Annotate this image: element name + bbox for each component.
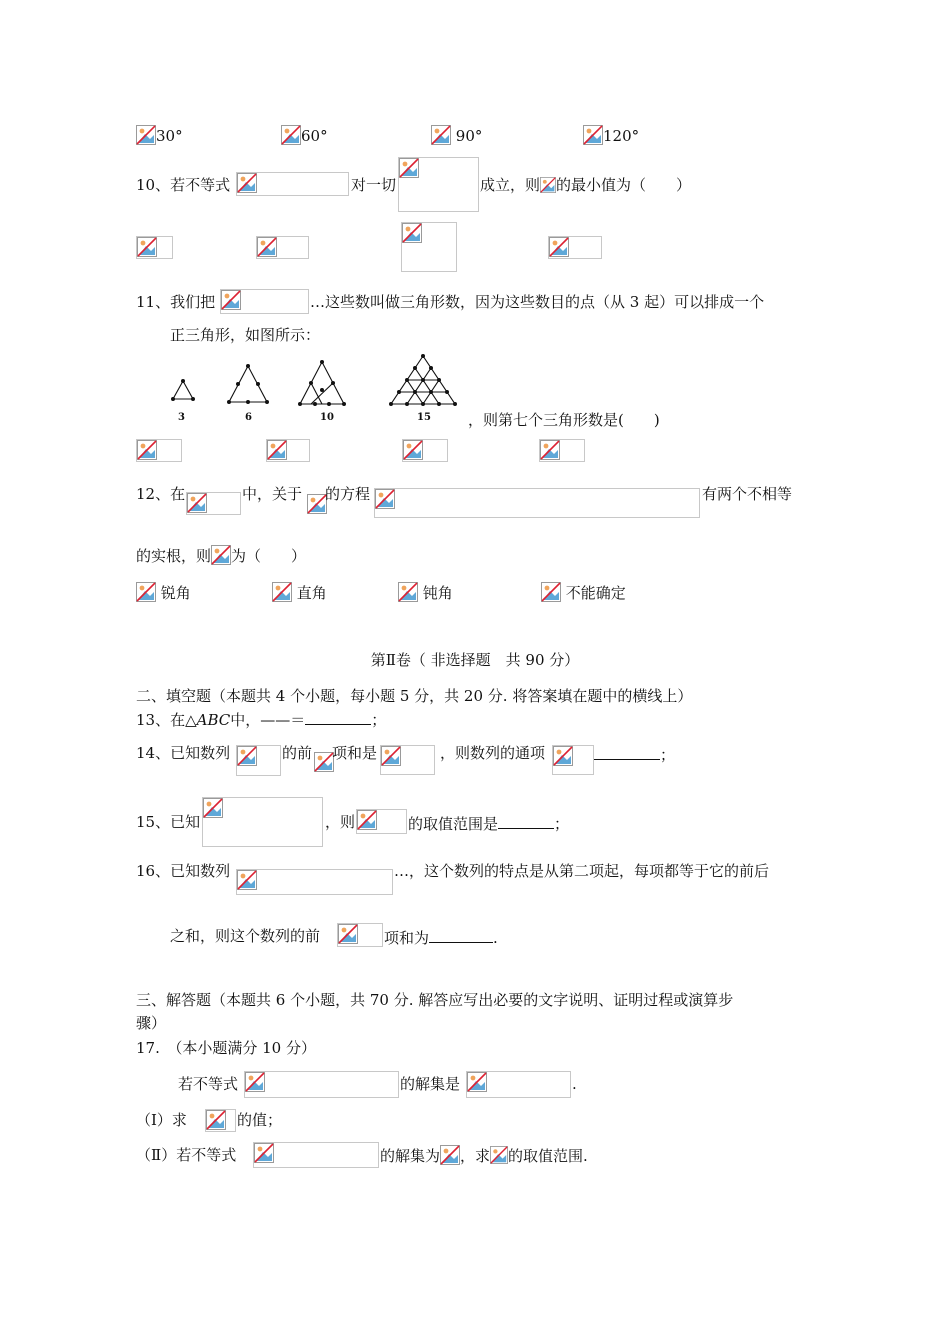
q13: 13、在△ABC中，——＝ ； xyxy=(136,708,386,730)
q15-condition-image xyxy=(202,797,323,847)
q11-label: 11、我们把 xyxy=(136,293,216,311)
image-placeholder-icon xyxy=(338,924,358,944)
q14-text3: ，则数列的通项 xyxy=(440,744,546,762)
image-placeholder-icon xyxy=(440,1145,460,1165)
q15-text: ，则 xyxy=(325,813,356,831)
image-placeholder-icon xyxy=(431,125,451,145)
q12-option-d: 不能确定 xyxy=(541,582,626,603)
image-placeholder-icon xyxy=(237,173,257,193)
q17-part1-text: 的值； xyxy=(237,1111,283,1129)
q17-part2: （Ⅱ）若不等式 xyxy=(136,1146,237,1164)
q9-option-c: 90° xyxy=(431,125,482,146)
q14-text: 的前 xyxy=(282,744,313,762)
triangle-label-6: 6 xyxy=(245,412,252,423)
triangle-label-10: 10 xyxy=(320,412,334,423)
image-placeholder-icon xyxy=(136,125,156,145)
q17-part2-text: 的解集为 ，求 的取值范围. xyxy=(380,1147,588,1165)
q17-title: 17. （本小题满分 10 分） xyxy=(136,1039,316,1057)
q9-option-a: 30° xyxy=(136,125,183,146)
triangle-numbers-figure xyxy=(160,352,460,432)
q9-option-d: 120° xyxy=(583,125,639,146)
q16-label: 16、已知数列 xyxy=(136,862,231,880)
q15-answer-blank xyxy=(498,812,554,829)
image-placeholder-icon xyxy=(237,746,257,766)
image-placeholder-icon xyxy=(272,582,292,602)
image-placeholder-icon xyxy=(540,440,560,460)
q11-sequence-image xyxy=(220,289,309,314)
image-placeholder-icon xyxy=(553,746,573,766)
q11-text-line2: 正三角形，如图所示： xyxy=(170,326,321,344)
q10-option-d xyxy=(548,236,602,259)
image-placeholder-icon xyxy=(398,582,418,602)
section3-heading: 三、解答题（本题共 6 个小题，共 70 分. 解答应写出必要的文字说明、证明过程或演算步 xyxy=(136,991,734,1009)
image-placeholder-icon xyxy=(402,223,422,243)
image-placeholder-icon xyxy=(540,176,556,194)
q10-option-c xyxy=(401,222,457,272)
image-placeholder-icon xyxy=(549,237,569,257)
q10-label: 10、若不等式 xyxy=(136,176,231,194)
triangle-label-3: 3 xyxy=(178,412,185,423)
image-placeholder-icon xyxy=(467,1072,487,1092)
image-placeholder-icon xyxy=(211,545,231,565)
image-placeholder-icon xyxy=(314,752,334,772)
q10-formula-image xyxy=(236,172,349,196)
image-placeholder-icon xyxy=(254,1143,274,1163)
q10-option-a xyxy=(136,236,173,259)
image-placeholder-icon xyxy=(399,158,419,178)
q14-term-image xyxy=(552,745,594,775)
image-placeholder-icon xyxy=(541,582,561,602)
q11-option-c xyxy=(402,439,448,462)
section3-heading-cont: 骤） xyxy=(136,1014,167,1032)
image-placeholder-icon xyxy=(375,489,395,509)
image-placeholder-icon xyxy=(206,1110,226,1130)
q11-option-d xyxy=(539,439,585,462)
q16-sequence-image xyxy=(236,869,393,895)
q12-text2: 的方程 xyxy=(325,485,371,503)
q17-text2: 的解集是 xyxy=(400,1075,461,1093)
q11-question: ，则第七个三角形数是( ) xyxy=(468,411,660,429)
section2-heading: 二、填空题（本题共 4 个小题，每小题 5 分，共 20 分. 将答案填在题中的横线上） xyxy=(136,687,693,705)
q16-n-image xyxy=(337,923,383,947)
q11-text: …这些数叫做三角形数，因为这些数目的点（从 3 起）可以排成一个 xyxy=(310,293,765,311)
q14-answer-blank xyxy=(594,743,660,760)
q17-text: 若不等式 xyxy=(178,1075,239,1093)
q12-triangle-image xyxy=(186,492,241,515)
q17-part1-image xyxy=(205,1109,236,1132)
q14-label: 14、已知数列 xyxy=(136,744,231,762)
q14-text2: 项和是 xyxy=(332,744,378,762)
image-placeholder-icon xyxy=(267,440,287,460)
q10-option-b xyxy=(256,236,309,259)
q12-option-b: 直角 xyxy=(272,582,327,603)
image-placeholder-icon xyxy=(281,125,301,145)
q12-line2: 的实根，则 为（ ） xyxy=(136,547,307,565)
image-placeholder-icon xyxy=(307,494,327,514)
image-placeholder-icon xyxy=(381,746,401,766)
q13-answer-blank xyxy=(305,708,371,725)
q12-option-a: 锐角 xyxy=(136,582,191,603)
q12-var-image xyxy=(307,494,325,514)
image-placeholder-icon xyxy=(221,290,241,310)
image-placeholder-icon xyxy=(583,125,603,145)
q10-domain-image xyxy=(398,157,479,212)
image-placeholder-icon xyxy=(137,440,157,460)
q15-answer: 的取值范围是 ； xyxy=(408,812,569,834)
q12-text3: 有两个不相等 xyxy=(702,485,793,503)
q17-part1: （Ⅰ）求 xyxy=(136,1111,187,1129)
q10-text2: 成立，则 的最小值为（ ） xyxy=(480,176,692,194)
q11-option-b xyxy=(266,439,310,462)
q15-label: 15、已知 xyxy=(136,813,201,831)
part2-title: 第Ⅱ卷（ 非选择题 共 90 分） xyxy=(370,651,580,669)
q9-option-b: 60° xyxy=(281,125,328,146)
image-placeholder-icon xyxy=(136,582,156,602)
q16-line2: 之和，则这个数列的前 xyxy=(170,927,321,945)
q16-answer: 项和为 . xyxy=(384,926,498,948)
q16-answer-blank xyxy=(429,926,493,943)
q16-text: …，这个数列的特点是从第二项起，每项都等于它的前后 xyxy=(394,862,770,880)
image-placeholder-icon xyxy=(245,1072,265,1092)
image-placeholder-icon xyxy=(203,798,223,818)
q12-option-c: 钝角 xyxy=(398,582,453,603)
q14-sum-image xyxy=(380,745,435,775)
q14-answer: ； xyxy=(594,743,675,765)
image-placeholder-icon xyxy=(187,493,207,513)
image-placeholder-icon xyxy=(403,440,423,460)
q12-text: 中，关于 xyxy=(242,485,303,503)
image-placeholder-icon xyxy=(257,237,277,257)
image-placeholder-icon xyxy=(137,237,157,257)
q17-inequality-image xyxy=(244,1071,399,1098)
q17-end: . xyxy=(572,1075,577,1093)
q12-label: 12、在 xyxy=(136,485,186,503)
image-placeholder-icon xyxy=(357,810,377,830)
q14-n-image xyxy=(314,752,332,772)
image-placeholder-icon xyxy=(237,870,257,890)
image-placeholder-icon xyxy=(490,1145,508,1165)
q15-expr-image xyxy=(356,809,407,834)
q14-seq-image xyxy=(236,745,281,776)
q17-part2-image xyxy=(253,1142,379,1168)
q17-solution-image xyxy=(466,1071,571,1098)
q10-text: 对一切 xyxy=(351,176,397,194)
q11-option-a xyxy=(136,439,182,462)
triangle-label-15: 15 xyxy=(417,412,431,423)
q12-equation-image xyxy=(374,488,700,518)
